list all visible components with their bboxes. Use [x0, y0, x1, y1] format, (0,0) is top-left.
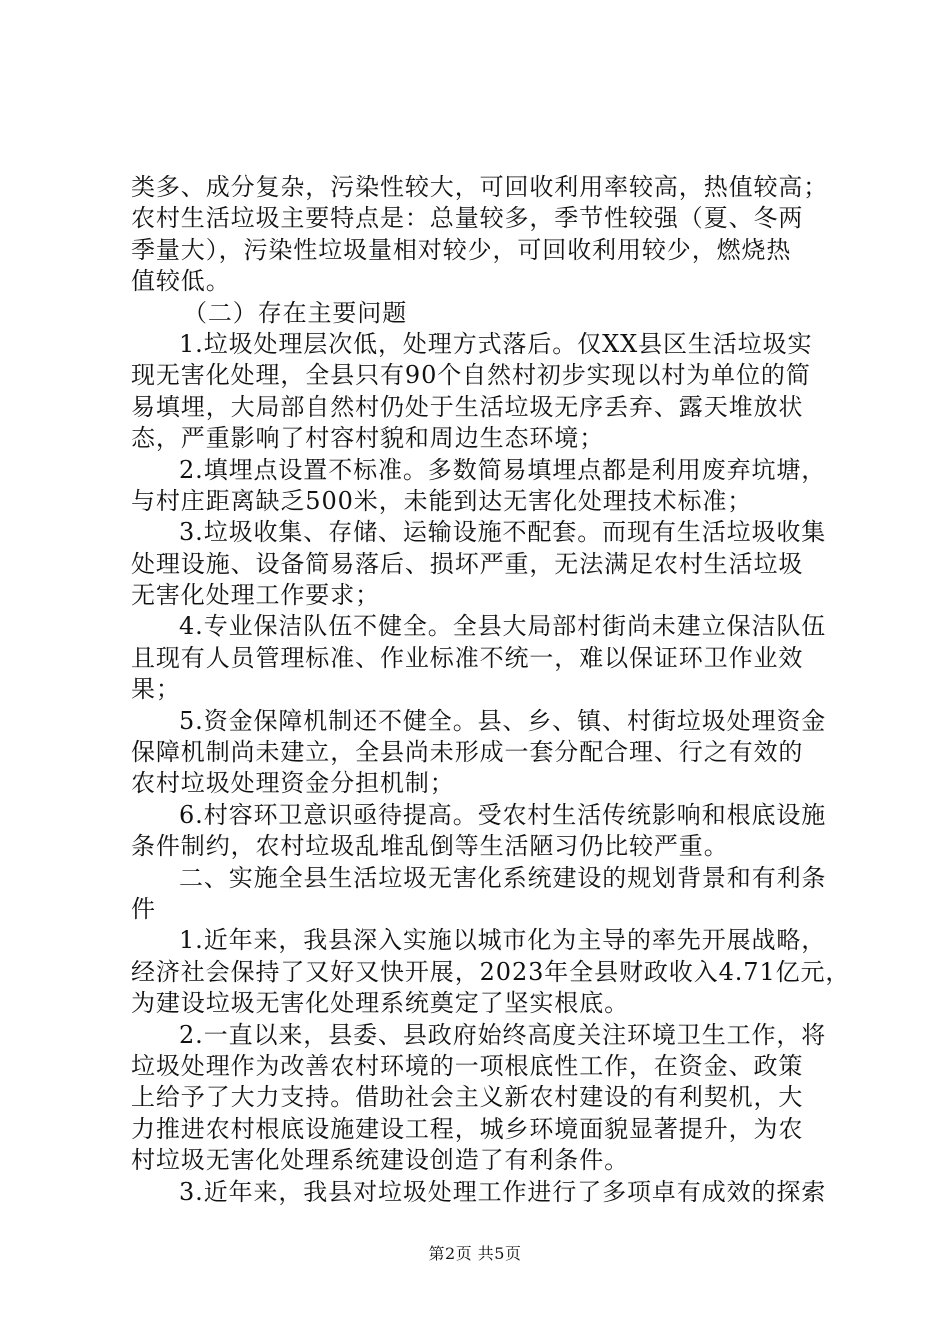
text-line: 态，严重影响了村容村貌和周边生态环境； — [131, 424, 605, 453]
text-line: 二、实施全县生活垃圾无害化系统建设的规划背景和有利条 — [179, 863, 827, 892]
text-line: 村垃圾无害化处理系统建设创造了有利条件。 — [131, 1146, 629, 1175]
text-line: 农村垃圾处理资金分担机制； — [131, 769, 455, 798]
text-line: 3.垃圾收集、存储、运输设施不配套。而现有生活垃圾收集 — [179, 518, 827, 547]
text-line: 2.一直以来，县委、县政府始终高度关注环境卫生工作，将 — [179, 1020, 827, 1049]
text-line: 果； — [131, 675, 181, 704]
text-line: 4.专业保洁队伍不健全。全县大局部村街尚未建立保洁队伍 — [179, 612, 827, 641]
text-line: 6.村容环卫意识亟待提高。受农村生活传统影响和根底设施 — [179, 800, 827, 829]
text-line: 类多、成分复杂，污染性较大，可回收利用率较高，热值较高； — [131, 173, 829, 201]
text-line: 农村生活垃圾主要特点是：总量较多，季节性较强（夏、冬两 — [131, 204, 804, 233]
text-line: 件 — [131, 894, 156, 923]
text-line: 条件制约，农村垃圾乱堆乱倒等生活陋习仍比较严重。 — [131, 832, 729, 861]
text-line: 3.近年来，我县对垃圾处理工作进行了多项卓有成效的探索 — [179, 1177, 827, 1206]
text-line: 易填埋，大局部自然村仍处于生活垃圾无序丢弃、露天堆放状 — [131, 392, 804, 421]
text-line: 2.填埋点设置不标准。多数简易填埋点都是利用废弃坑塘， — [179, 455, 827, 484]
text-line: 经济社会保持了又好又快开展，2023年全县财政收入4.71亿元， — [131, 957, 851, 986]
text-line: 为建设垃圾无害化处理系统奠定了坚实根底。 — [131, 989, 629, 1018]
text-line: 垃圾处理作为改善农村环境的一项根底性工作，在资金、政策 — [131, 1051, 804, 1080]
text-line: 值较低。 — [131, 267, 231, 296]
text-line: 力推进农村根底设施建设工程，城乡环境面貌显著提升，为农 — [131, 1114, 804, 1143]
text-line: 且现有人员管理标准、作业标准不统一，难以保证环卫作业效 — [131, 643, 804, 672]
text-line: 与村庄距离缺乏500米，未能到达无害化处理技术标准； — [131, 486, 753, 515]
text-line: 1.垃圾处理层次低，处理方式落后。仅XX县区生活垃圾实 — [179, 329, 813, 358]
text-line: 无害化处理工作要求； — [131, 581, 380, 610]
document-body — [131, 172, 851, 1208]
text-line: 现无害化处理，全县只有90个自然村初步实现以村为单位的简 — [131, 361, 811, 390]
page-footer: 第2页 共5页 — [428, 1244, 522, 1263]
text-line: 处理设施、设备简易落后、损坏严重，无法满足农村生活垃圾 — [131, 549, 804, 578]
text-line: 上给予了大力支持。借助社会主义新农村建设的有利契机，大 — [131, 1083, 804, 1112]
text-line: （二）存在主要问题 — [183, 298, 408, 327]
text-line: 保障机制尚未建立，全县尚未形成一套分配合理、行之有效的 — [131, 738, 804, 767]
text-line: 5.资金保障机制还不健全。县、乡、镇、村街垃圾处理资金 — [179, 706, 827, 735]
text-line: 季量大），污染性垃圾量相对较少，可回收利用较少，燃烧热 — [131, 235, 792, 264]
text-line: 1.近年来，我县深入实施以城市化为主导的率先开展战略， — [179, 926, 827, 955]
